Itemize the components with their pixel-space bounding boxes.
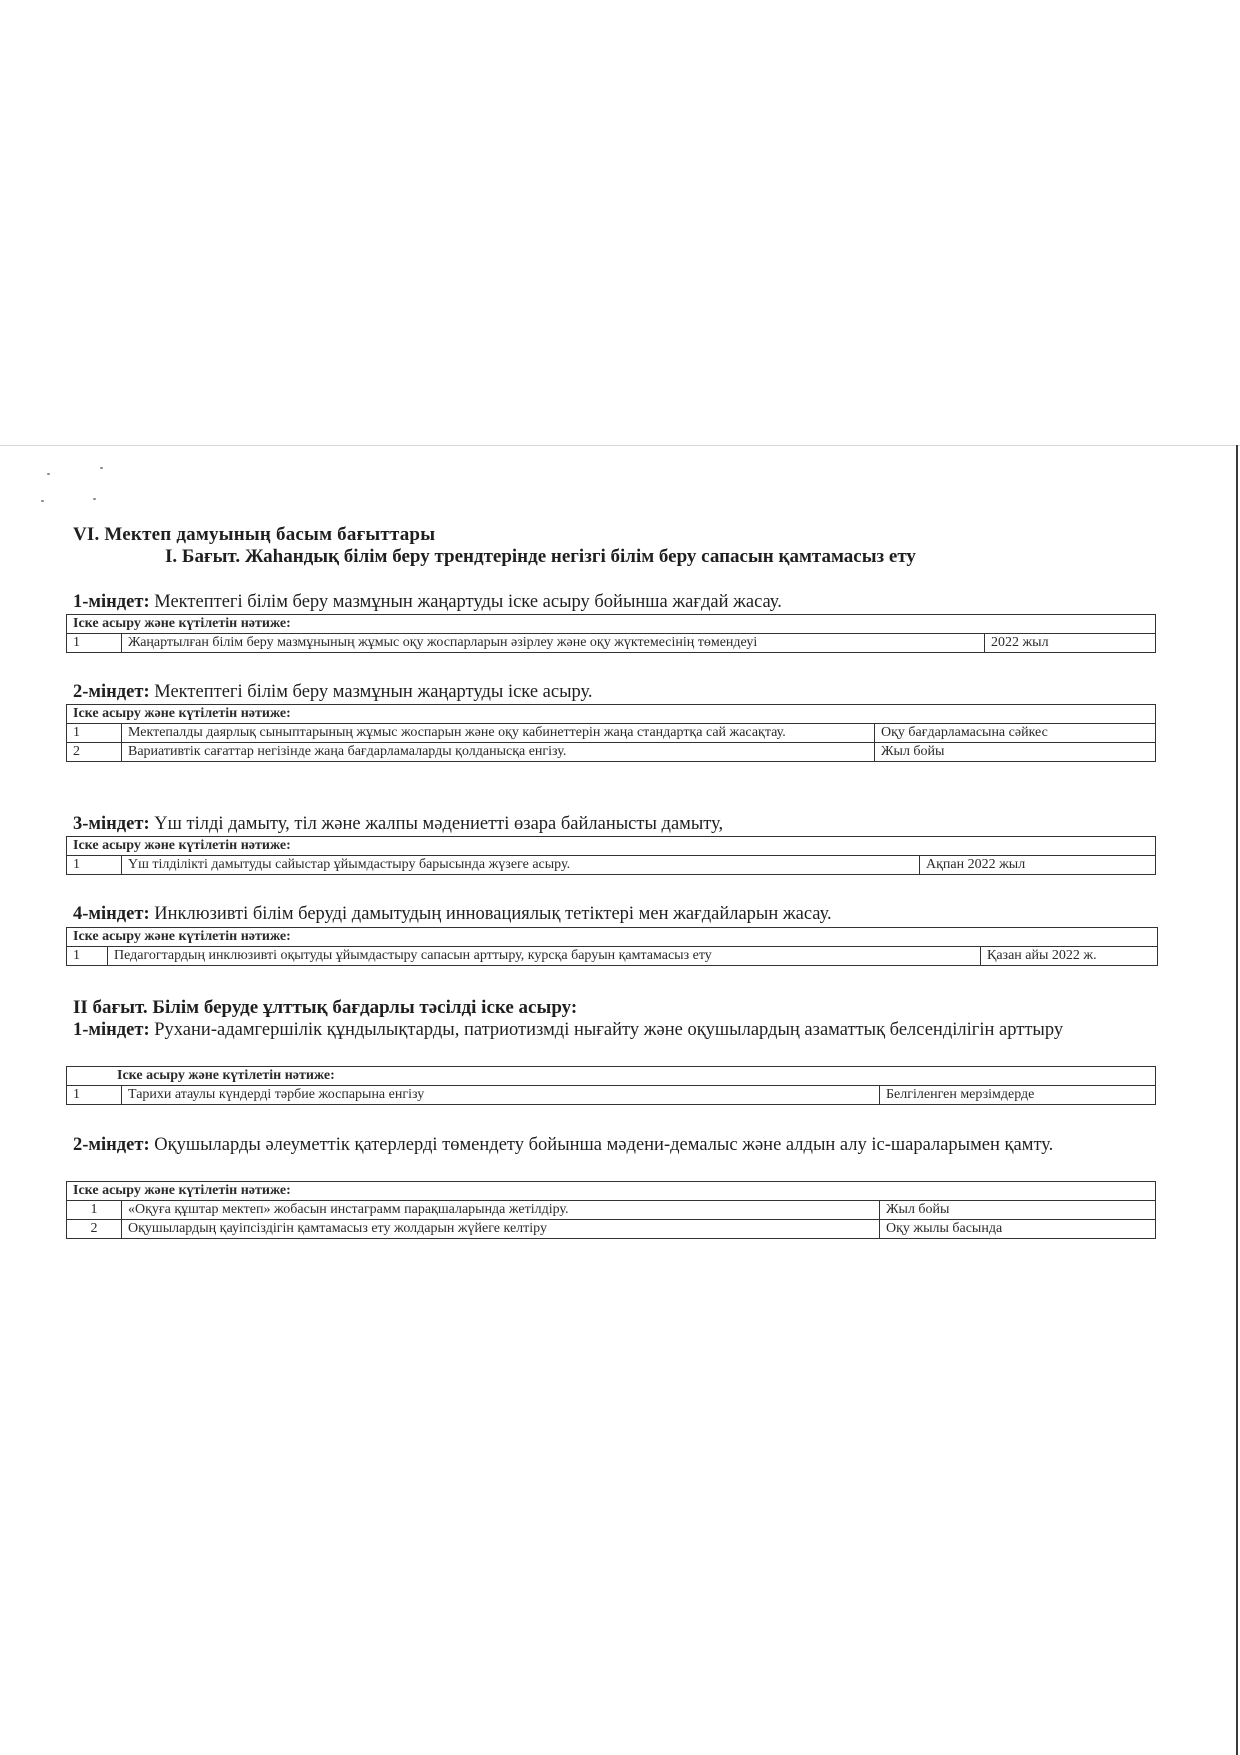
row-action: Оқушылардың қауіпсіздігін қамтамасыз ету жолдарын жүйеге келтіру (122, 1220, 880, 1239)
row-action: Мектепалды даярлық сыныптарының жұмыс жоспарын және оқу кабинеттерін жаңа стандартқа сай жасақтау. (122, 724, 875, 743)
row-term: Белгіленген мерзімдерде (880, 1086, 1156, 1105)
row-term: 2022 жыл (985, 634, 1156, 653)
task-4-heading (73, 904, 832, 925)
task-label: 2-міндет: (73, 1135, 150, 1155)
row-action: «Оқуға құштар мектеп» жобасын инстаграмм парақшаларында жетілдіру. (122, 1201, 880, 1220)
row-action: Тарихи атаулы күндерді тәрбие жоспарына енгізу (122, 1086, 880, 1105)
task-label: 4-міндет: (73, 904, 150, 924)
table-row (67, 1220, 1156, 1239)
task-3-table (66, 836, 1156, 875)
table-header: Іске асыру және күтілетін нәтиже: (67, 928, 1158, 947)
task-text: Мектептегі білім беру мазмұнын жаңартуды іске асыру бойынша жағдай жасау. (154, 592, 782, 612)
task-label: 2-міндет: (73, 682, 150, 702)
row-term: Оқу бағдарламасына сәйкес (875, 724, 1156, 743)
task-1-table (66, 614, 1156, 653)
row-number: 1 (67, 724, 122, 743)
task-text: Оқушыларды әлеуметтік қатерлерді төмендету бойынша мәдени-демалыс және алдын алу іс-шараларымен қамту. (154, 1135, 1054, 1155)
task-3-heading (73, 814, 723, 835)
row-number: 1 (67, 1086, 122, 1105)
task-5-heading (73, 1020, 1063, 1041)
row-number: 2 (67, 743, 122, 762)
row-term: Қазан айы 2022 ж. (981, 947, 1158, 966)
row-term: Жыл бойы (875, 743, 1156, 762)
task-6-table (66, 1181, 1156, 1239)
direction-2-title: II бағыт. Білім беруде ұлттық бағдарлы тәсілді іске асыру: (73, 997, 578, 1018)
task-text: Рухани-адамгершілік құндылықтарды, патриотизмді нығайту және оқушылардың азаматтық белсенділігін арттыру (154, 1020, 1064, 1040)
task-2-heading (73, 682, 593, 703)
scan-speck (93, 498, 96, 500)
row-term: Ақпан 2022 жыл (920, 856, 1156, 875)
scan-speck (100, 467, 103, 469)
table-row (67, 947, 1158, 966)
table-row (67, 1201, 1156, 1220)
row-action: Педагогтардың инклюзивті оқытуды ұйымдастыру сапасын арттыру, курсқа баруын қамтамасыз ету (108, 947, 981, 966)
row-action: Жаңартылған білім беру мазмұнының жұмыс оқу жоспарларын әзірлеу және оқу жүктемесінің төмендеуі (122, 634, 985, 653)
row-term: Оқу жылы басында (880, 1220, 1156, 1239)
task-1-heading (73, 592, 782, 613)
table-row (67, 743, 1156, 762)
task-label: 3-міндет: (73, 814, 150, 834)
task-2-table (66, 704, 1156, 762)
task-label: 1-міндет: (73, 1020, 150, 1040)
task-4-table (66, 927, 1158, 966)
scan-edge-line (0, 445, 1240, 446)
table-row (67, 724, 1156, 743)
row-action: Үш тілділікті дамытуды сайыстар ұйымдастыру барысында жүзеге асыру. (122, 856, 920, 875)
row-number: 1 (67, 856, 122, 875)
direction-1-title: I. Бағыт. Жаһандық білім беру трендтерінде негізгі білім беру сапасын қамтамасыз ету (165, 546, 916, 567)
table-row (67, 856, 1156, 875)
task-text: Үш тілді дамыту, тіл және жалпы мәдениетті өзара байланысты дамыту, (154, 814, 724, 834)
scan-edge-right (1236, 445, 1238, 1755)
row-number: 1 (67, 634, 122, 653)
section-title: VI. Мектеп дамуының басым бағыттары (73, 524, 436, 545)
task-5-table (66, 1066, 1156, 1105)
table-header: Іске асыру және күтілетін нәтиже: (67, 1067, 1156, 1086)
table-row (67, 1086, 1156, 1105)
scan-speck (47, 473, 50, 475)
table-header: Іске асыру және күтілетін нәтиже: (67, 615, 1156, 634)
task-text: Инклюзивті білім беруді дамытудың инновациялық тетіктері мен жағдайларын жасау. (154, 904, 832, 924)
row-number: 2 (67, 1220, 122, 1239)
row-number: 1 (67, 1201, 122, 1220)
row-number: 1 (67, 947, 108, 966)
table-row (67, 634, 1156, 653)
table-header: Іске асыру және күтілетін нәтиже: (67, 837, 1156, 856)
task-6-heading (73, 1135, 1053, 1156)
task-text: Мектептегі білім беру мазмұнын жаңартуды іске асыру. (154, 682, 593, 702)
row-term: Жыл бойы (880, 1201, 1156, 1220)
table-header: Іске асыру және күтілетін нәтиже: (67, 1182, 1156, 1201)
table-header: Іске асыру және күтілетін нәтиже: (67, 705, 1156, 724)
task-label: 1-міндет: (73, 592, 150, 612)
scan-speck (41, 500, 44, 502)
row-action: Вариативтік сағаттар негізінде жаңа бағдарламаларды қолданысқа енгізу. (122, 743, 875, 762)
